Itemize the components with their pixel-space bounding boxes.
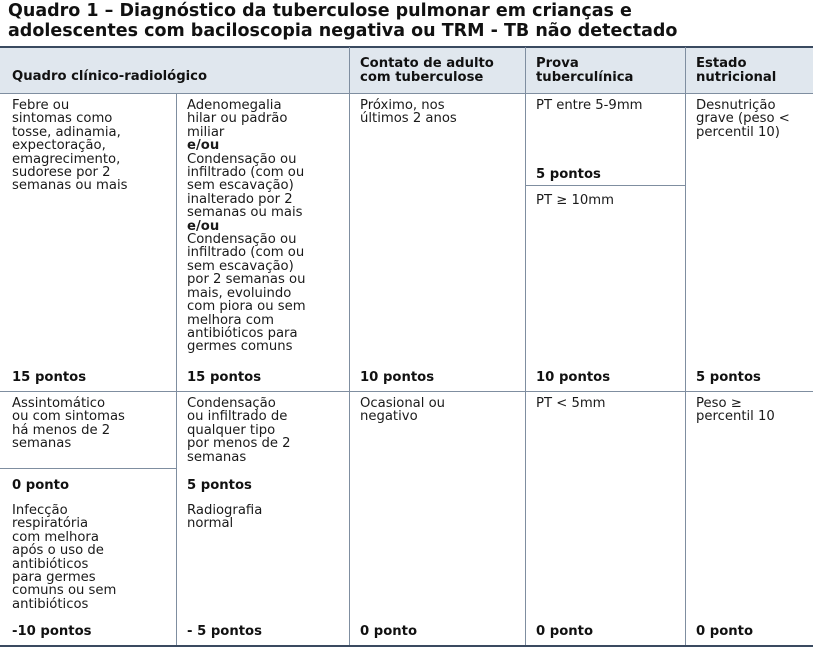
row1-prova-text-2: PT ≥ 10mm bbox=[536, 193, 614, 208]
row2-clinico-points: 0 ponto bbox=[12, 478, 70, 493]
title-line-1: Quadro 1 – Diagnóstico da tuberculose pulmonar em crianças e bbox=[8, 1, 632, 21]
row2-clinico-text-2 bbox=[12, 504, 116, 611]
row1-prova-text: PT entre 5-9mm bbox=[536, 98, 643, 113]
row1-points-4: 10 pontos bbox=[536, 370, 611, 385]
row2-contato-text bbox=[360, 397, 445, 424]
row2-points-4: 0 ponto bbox=[536, 624, 594, 639]
row1-prova-points: 5 pontos bbox=[536, 167, 601, 182]
top-rule bbox=[0, 46, 813, 48]
text-line: Próximo, nos bbox=[360, 98, 445, 113]
text-line: últimos 2 anos bbox=[360, 111, 457, 127]
text-line: sem escavação) bbox=[187, 258, 294, 274]
header-prova bbox=[536, 57, 633, 84]
text-line: Condensação bbox=[187, 396, 276, 411]
row1-points-2: 15 pontos bbox=[187, 370, 262, 385]
text-line-bold: e/ou bbox=[187, 138, 220, 154]
text-line: grave (peso < bbox=[696, 111, 790, 127]
text-line: tosse, adinamia, bbox=[12, 124, 121, 140]
text-line: com melhora bbox=[12, 529, 99, 545]
text-line: melhora com bbox=[187, 312, 274, 328]
header-estado-line1: Estado bbox=[696, 56, 747, 71]
row1-points-3: 10 pontos bbox=[360, 370, 435, 385]
text-line: semanas bbox=[12, 436, 72, 452]
text-line: Desnutrição bbox=[696, 98, 776, 113]
header-estado-line2: nutricional bbox=[696, 69, 777, 85]
row-rule bbox=[0, 391, 813, 392]
text-line: inalterado por 2 bbox=[187, 191, 293, 207]
text-line: semanas bbox=[187, 449, 247, 465]
text-line: com piora ou sem bbox=[187, 299, 306, 315]
text-line: antibióticos bbox=[12, 596, 89, 612]
text-line: semanas ou mais bbox=[187, 205, 303, 221]
row2-points-1: -10 pontos bbox=[12, 624, 92, 639]
title-line-2: adolescentes com baciloscopia negativa ou TRM - TB não detectado bbox=[8, 21, 678, 41]
col1-split-rule bbox=[0, 468, 176, 469]
row2-prova-text: PT < 5mm bbox=[536, 396, 606, 411]
row2-clinico-text bbox=[12, 397, 125, 451]
prova-split-rule bbox=[525, 185, 685, 186]
row1-radiologico-text bbox=[187, 99, 306, 354]
text-line: normal bbox=[187, 516, 234, 532]
text-line: sintomas como bbox=[12, 111, 113, 127]
row2-radiologico-text-2 bbox=[187, 504, 262, 531]
text-line: ou com sintomas bbox=[12, 409, 125, 425]
row2-radiologico-text bbox=[187, 397, 291, 464]
header-prova-line2: tuberculínica bbox=[536, 69, 634, 85]
text-line: para germes bbox=[12, 570, 96, 586]
text-line: Peso ≥ bbox=[696, 396, 742, 411]
bottom-rule bbox=[0, 645, 813, 647]
text-line: Condensação ou bbox=[187, 232, 297, 248]
row1-points-1: 15 pontos bbox=[12, 370, 87, 385]
text-line: miliar bbox=[187, 124, 225, 140]
text-line: antibióticos para bbox=[187, 325, 298, 341]
text-line: por menos de 2 bbox=[187, 436, 291, 452]
row2-points-3: 0 ponto bbox=[360, 624, 418, 639]
row1-points-5: 5 pontos bbox=[696, 370, 761, 385]
col-divider-1 bbox=[176, 94, 177, 645]
text-line: Ocasional ou bbox=[360, 396, 446, 411]
text-line: Adenomegalia bbox=[187, 98, 282, 113]
row1-clinico-text bbox=[12, 99, 128, 193]
header-rule bbox=[0, 93, 813, 94]
text-line: sudorese por 2 bbox=[12, 165, 111, 181]
text-line: Febre ou bbox=[12, 98, 70, 113]
text-line: semanas ou mais bbox=[12, 178, 128, 194]
text-line: após o uso de bbox=[12, 543, 104, 559]
row2-estado-text bbox=[696, 397, 775, 424]
text-line: antibióticos bbox=[12, 556, 89, 572]
col-divider-3 bbox=[525, 47, 526, 645]
row1-estado-text bbox=[696, 99, 790, 139]
text-line: infiltrado (com ou bbox=[187, 165, 305, 181]
header-contato-line1: Contato de adulto bbox=[360, 56, 494, 71]
text-line: comuns ou sem bbox=[12, 583, 117, 599]
text-line: ou infiltrado de bbox=[187, 409, 288, 425]
header-estado bbox=[696, 57, 776, 84]
col-divider-2 bbox=[349, 47, 350, 645]
text-line-bold: e/ou bbox=[187, 218, 220, 234]
text-line: Radiografia bbox=[187, 503, 263, 518]
header-contato-line2: com tuberculose bbox=[360, 69, 484, 85]
text-line: hilar ou padrão bbox=[187, 111, 288, 127]
text-line: Condensação ou bbox=[187, 151, 297, 167]
header-prova-line1: Prova bbox=[536, 56, 579, 71]
row2-points-5: 0 ponto bbox=[696, 624, 754, 639]
text-line: há menos de 2 bbox=[12, 422, 111, 438]
text-line: percentil 10 bbox=[696, 409, 775, 425]
text-line: Infecção bbox=[12, 503, 68, 518]
text-line: por 2 semanas ou bbox=[187, 272, 306, 288]
text-line: Assintomático bbox=[12, 396, 106, 411]
text-line: sem escavação) bbox=[187, 178, 294, 194]
row2-radiologico-points: 5 pontos bbox=[187, 478, 252, 493]
text-line: respiratória bbox=[12, 516, 89, 532]
text-line: germes comuns bbox=[187, 339, 293, 355]
header-contato bbox=[360, 57, 494, 84]
col-divider-4 bbox=[685, 47, 686, 645]
text-line: mais, evoluindo bbox=[187, 285, 292, 301]
text-line: emagrecimento, bbox=[12, 151, 121, 167]
text-line: percentil 10) bbox=[696, 124, 780, 140]
text-line: infiltrado (com ou bbox=[187, 245, 305, 261]
row2-points-2: - 5 pontos bbox=[187, 624, 262, 639]
text-line: expectoração, bbox=[12, 138, 106, 154]
text-line: negativo bbox=[360, 409, 418, 425]
header-clinico: Quadro clínico-radiológico bbox=[12, 69, 208, 84]
row1-contato-text bbox=[360, 99, 457, 126]
text-line: qualquer tipo bbox=[187, 422, 276, 438]
